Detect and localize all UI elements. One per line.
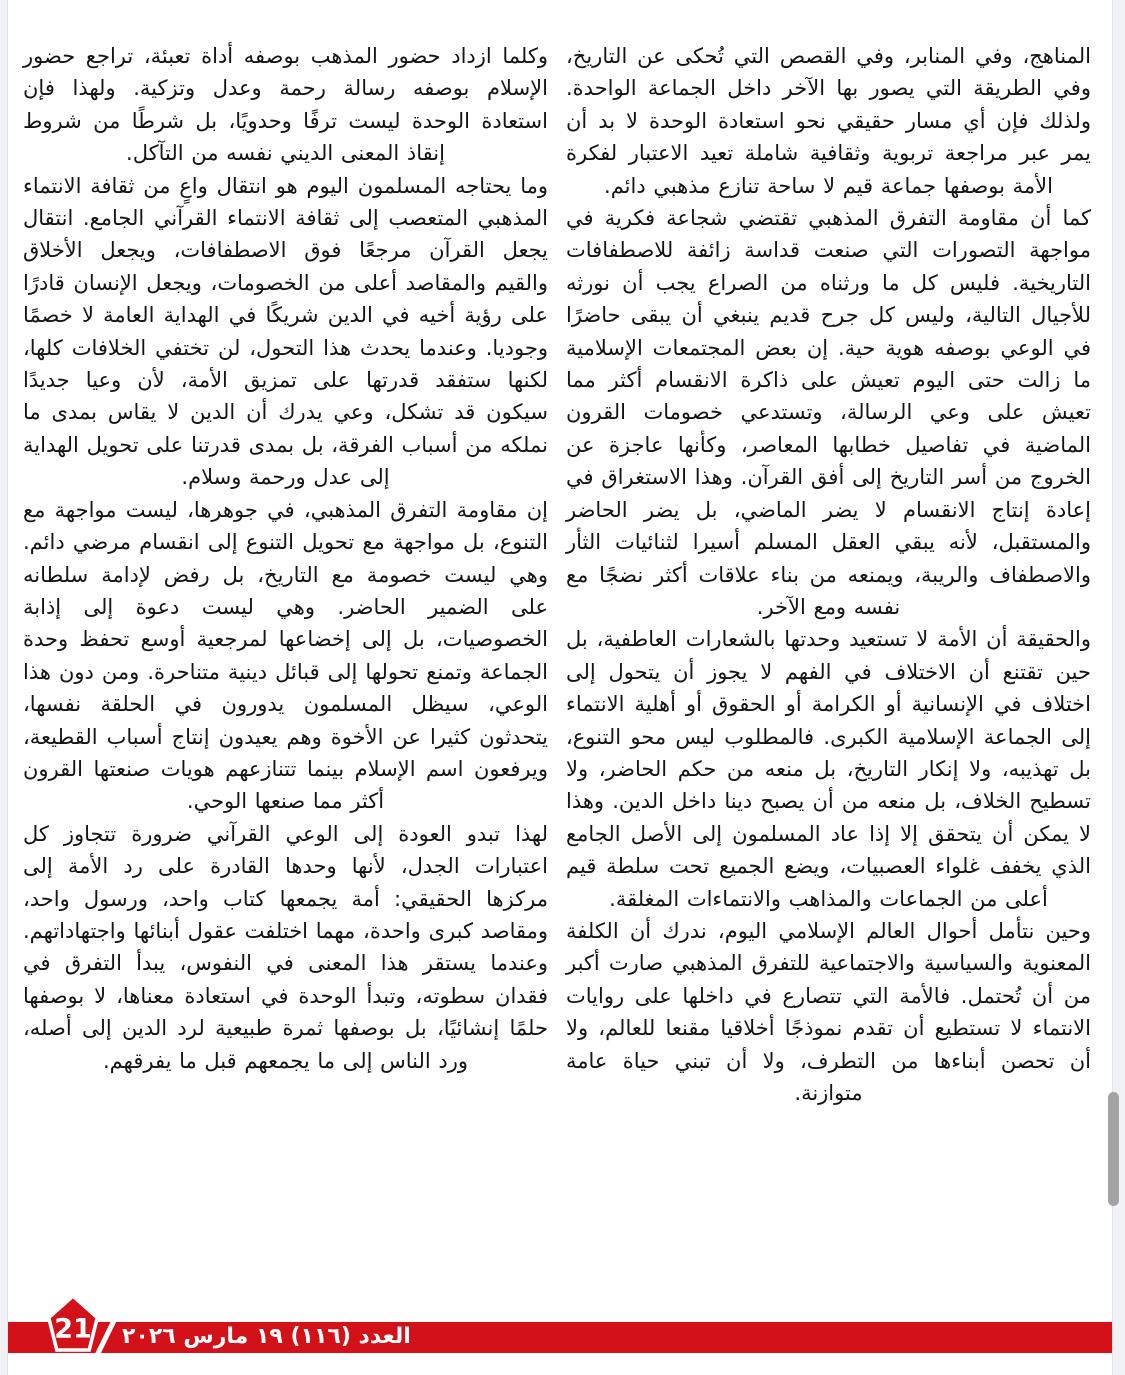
article-paragraph: إن مقاومة التفرق المذهبي، في جوهرها، ليست مواجهة مع التنوع، بل مواجهة مع تحويل التنوع إلى انقسام مرضي دائم. وهي ليست خصومة مع التاريخ، بل رفض لإدامة سلطانه على الضمير الحاضر. وهي ليست دعوة إلى إذابة الخصوصيات، بل إلى إخضاعها لمرجعية أوسع تحفظ وحدة الجماعة وتمنع تحولها إلى قبائل دينية متناحرة. ومن دون هذا الوعي، سيظل المسلمون يدورون في الحلقة نفسها، يتحدثون كثيرا عن الأخوة وهم يعيدون إنتاج أسباب القطيعة، ويرفعون اسم الإسلام بينما تتنازعهم هويات صنعتها القرون أكثر مما صنعها الوحي. (23, 497, 548, 814)
page-left-edge (0, 0, 8, 1375)
article-paragraph: وما يحتاجه المسلمون اليوم هو انتقال واعٍ من ثقافة الانتماء المذهبي المتعصب إلى ثقافة الانتماء القرآني الجامع. انتقال يجعل القرآن مرجعًا فوق الاصطفافات، ويجعل الأخلاق والقيم والمقاصد أعلى من الخصومات، ويجعل الإنسان قادرًا على رؤية أخيه في الدين شريكًا في الهداية العامة لا خصمًا وجوديا. وعندما يحدث هذا التحول، لن تختفي الخلافات كلها، لكنها ستفقد قدرتها على تمزيق الأمة، لأن وعيا جديدًا سيكون قد تشكل، وعي يدرك أن الدين لا يقاس بمدى ما نملكه من أسباب الفرقة، بل بمدى قدرتنا على تحويل الهداية إلى عدل ورحمة وسلام. (23, 173, 548, 490)
page-number-badge (46, 1293, 100, 1353)
page-number: 21 (54, 1313, 92, 1345)
scrollbar-thumb[interactable] (1108, 1092, 1119, 1206)
article-paragraph: المناهج، وفي المنابر، وفي القصص التي تُحكى عن التاريخ، وفي الطريقة التي يصور بها الآخر داخل الجماعة الواحدة. ولذلك فإن أي مسار حقيقي نحو استعادة الوحدة لا بد أن يمر عبر مراجعة تربوية وثقافية شاملة تعيد الاعتبار لفكرة الأمة بوصفها جماعة قيم لا ساحة تنازع مذهبي دائم. (566, 44, 1091, 198)
article-paragraph: وكلما ازداد حضور المذهب بوصفه أداة تعبئة، تراجع حضور الإسلام بوصفه رسالة رحمة وعدل وتزكية. ولهذا فإن استعادة الوحدة ليست ترفًا وحدويًا، بل شرطًا من شروط إنقاذ المعنى الديني نفسه من التآكل. (23, 44, 548, 166)
magazine-page (7, 0, 1113, 1375)
right-column (566, 40, 1091, 1109)
left-column (23, 40, 548, 1109)
article-paragraph: والحقيقة أن الأمة لا تستعيد وحدتها بالشعارات العاطفية، بل حين تقتنع أن الاختلاف في الفهم لا يجوز أن يتحول إلى اختلاف في الإنسانية أو الكرامة أو الحقوق أو أهلية الانتماء إلى الجماعة الإسلامية الكبرى. فالمطلوب ليس محو التنوع، بل تهذيبه، ولا إنكار التاريخ، بل منعه من حكم الحاضر، ولا تسطيح الخلاف، بل منعه من أن يصبح دينا داخل الدين. وهذا لا يمكن أن يتحقق إلا إذا عاد المسلمون إلى الأصل الجامع الذي يخفف غلواء العصبيات، ويضع الجميع تحت سلطة قيم أعلى من الجماعات والمذاهب والانتماءات المغلقة. (566, 627, 1091, 911)
article-body (23, 40, 1091, 1109)
article-paragraph: لهذا تبدو العودة إلى الوعي القرآني ضرورة تتجاوز كل اعتبارات الجدل، لأنها وحدها القادرة على رد الأمة إلى مركزها الحقيقي: أمة يجمعها كتاب واحد، ورسول واحد، ومقاصد كبرى واحدة، مهما اختلفت عقول أبنائها واجتهاداتهم. وعندما يستقر هذا المعنى في النفوس، يبدأ التفرق في فقدان سطوته، وتبدأ الوحدة في استعادة معناها، لا بوصفها حلمًا إنشائيًا، بل بوصفها ثمرة طبيعية لرد الدين إلى أصله، ورد الناس إلى ما يجمعهم قبل ما يفرقهم. (23, 821, 548, 1073)
article-paragraph: وحين نتأمل أحوال العالم الإسلامي اليوم، ندرك أن الكلفة المعنوية والسياسية والاجتماعية للتفرق المذهبي صارت أكبر من أن تُحتمل. فالأمة التي تتصارع في داخلها على روايات الانتماء لا تستطيع أن تقدم نموذجًا أخلاقيا مقنعا للعالم، ولا أن تحصن أبناءها من التطرف، ولا أن تبني حياة عامة متوازنة. (566, 918, 1091, 1105)
article-paragraph: كما أن مقاومة التفرق المذهبي تقتضي شجاعة فكرية في مواجهة التصورات التي صنعت قداسة زائفة للاصطفافات التاريخية. فليس كل ما ورثناه من الصراع يجب أن نورثه للأجيال التالية، وليس كل جرح قديم ينبغي أن يبقى حاضرًا في الوعي بوصفه هوية حية. إن بعض المجتمعات الإسلامية ما زالت حتى اليوم تعيش على ذاكرة الانقسام أكثر مما تعيش على وعي الرسالة، وتستدعي خصومات القرون الماضية في تفاصيل خطابها المعاصر، وكأنها عاجزة عن الخروج من أسر التاريخ إلى أفق القرآن. وهذا الاستغراق في إعادة إنتاج الانقسام لا يضر الماضي، بل يضر الحاضر والمستقبل، لأنه يبقي العقل المسلم أسيرا لثنائيات الثأر والاصطفاف والريبة، ويمنعه من بناء علاقات أكثر نضجًا مع نفسه ومع الآخر. (566, 206, 1091, 619)
issue-date-label: العدد (١١٦) ١٩ مارس ٢٠٢٦ (122, 1324, 411, 1349)
